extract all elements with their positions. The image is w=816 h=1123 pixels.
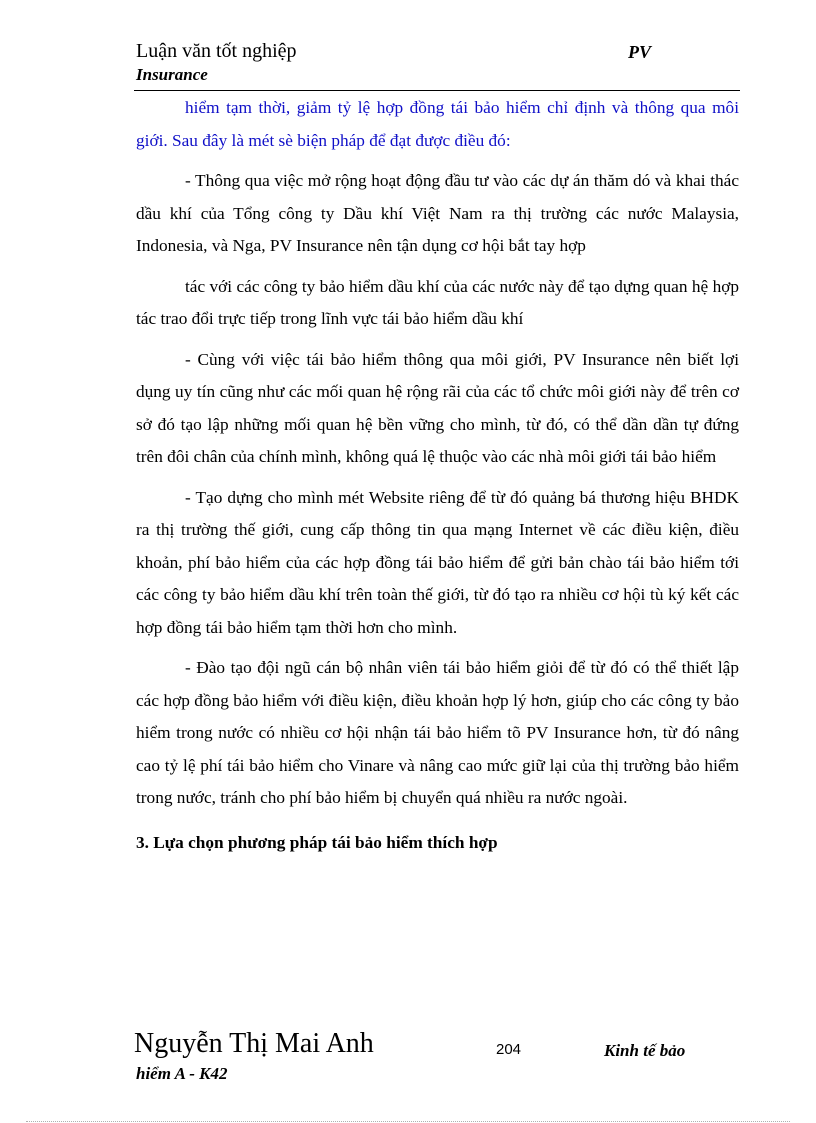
- header-divider: [134, 90, 740, 91]
- paragraph-investment: - Thông qua việc mở rộng hoạt động đầu tư vào các dự án thăm dó và khai thác dầu khí của Tổng công ty Dầu khí Việt Nam ra thị trường các nước Malaysia, Indonesia, và Nga, PV Insurance nên tận dụng cơ hội bắt tay hợp: [136, 171, 739, 255]
- paragraph-training: - Đào tạo đội ngũ cán bộ nhân viên tái bảo hiểm giỏi để từ đó có thể thiết lập các hợp đồng bảo hiểm với điều kiện, điều khoản hợp lý hơn, giúp cho các công ty bảo hiểm trong nước có nhiều cơ hội nhận tái bảo hiểm tõ PV Insurance hơn, từ đó nâng cao tỷ lệ phí tái bảo hiểm cho Vinare và nâng cao mức giữ lại của thị trường bảo hiểm trong nước, tránh cho phí bảo hiểm bị chuyển quá nhiều ra nước ngoài.: [136, 658, 739, 807]
- footer-department: Kinh tế bảo: [604, 1041, 686, 1060]
- header-title-right: PV: [628, 42, 652, 62]
- document-body: [136, 92, 739, 859]
- footer-author: Nguyễn Thị Mai Anh: [134, 1028, 374, 1059]
- paragraph-brokers: - Cùng với việc tái bảo hiểm thông qua môi giới, PV Insurance nên biết lợi dụng uy tín cũng như các mối quan hệ rộng rãi của các tổ chức môi giới này để trên cơ sở đó tạo lập những mối quan hệ bền vững cho mình, từ đó, có thể dần dần tự đứng trên đôi chân của chính mình, không quá lệ thuộc vào các nhà môi giới tái bảo hiểm: [136, 349, 739, 466]
- footer-class: hiểm A - K42: [136, 1064, 228, 1083]
- page-number: 204: [496, 1041, 522, 1058]
- paragraph-website: - Tạo dựng cho mình mét Website riêng để từ đó quảng bá thương hiệu BHDK ra thị trường thế giới, cung cấp thông tin qua mạng Internet về các điều kiện, điều khoản, phí bảo hiểm của các hợp đồng tái bảo hiểm để gửi bản chào tái bảo hiểm tới các công ty bảo hiểm dầu khí trên toàn thế giới, từ đó tạo ra nhiều cơ hội tù ký kết các hợp đồng tái bảo hiểm tạm thời hơn cho mình.: [136, 487, 739, 637]
- section-heading: 3. Lựa chọn phương pháp tái bảo hiểm thích hợp: [136, 832, 498, 852]
- paragraph-intro: hiểm tạm thời, giảm tỷ lệ hợp đồng tái bảo hiểm chỉ định và thông qua môi giới. Sau đây là mét sè biện pháp để đạt được điều đó:: [136, 98, 739, 150]
- page-bottom-divider: [26, 1121, 790, 1122]
- paragraph-cooperation: tác với các công ty bảo hiểm dầu khí của các nước này để tạo dựng quan hệ hợp tác trao đổi trực tiếp trong lĩnh vực tái bảo hiểm dầu khí: [136, 276, 739, 328]
- header-subtitle: Insurance: [136, 65, 208, 84]
- header-title: Luận văn tốt nghiệp: [136, 40, 297, 62]
